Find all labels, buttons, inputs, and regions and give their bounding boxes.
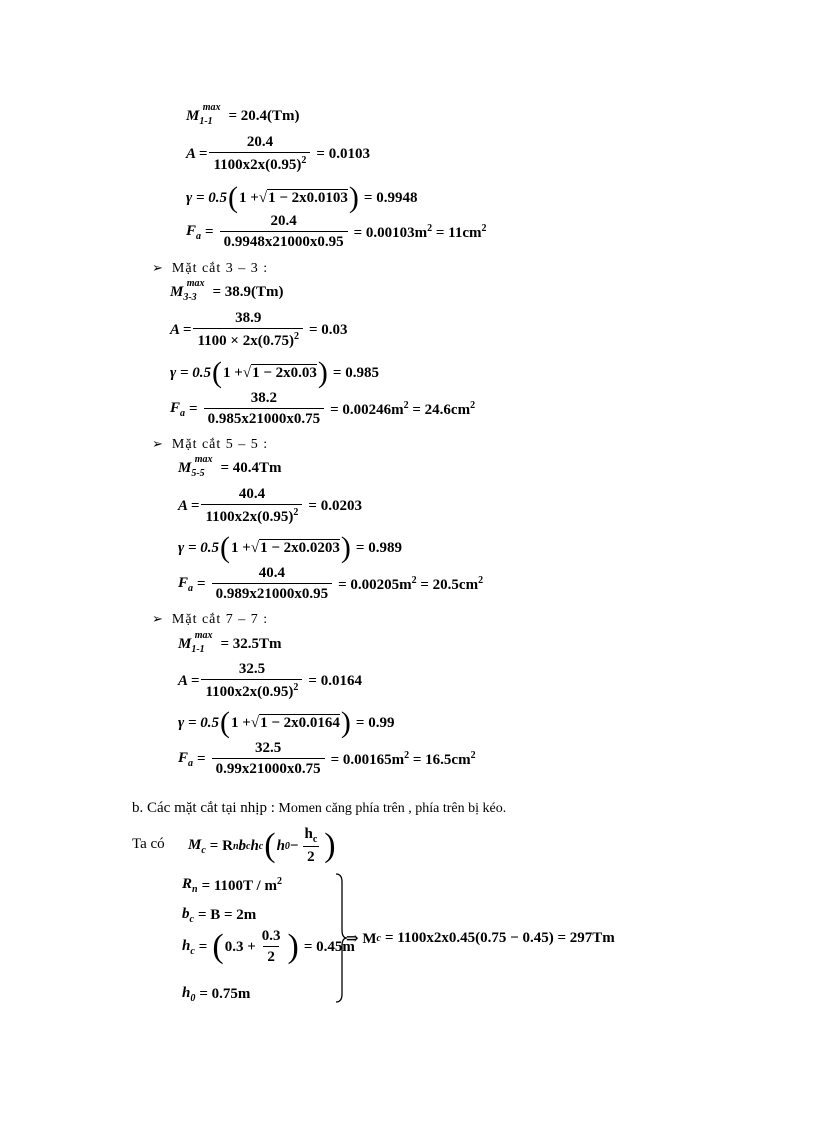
eq-fa-5-5: $F_a$ = $\frac{40.4}{0.989x21000x0.95}$ = $0.00205m^2 = 20.5cm^2$: [178, 565, 484, 602]
eq-h0: $h_0$ = 0.75m: [182, 985, 251, 1004]
arrow-bullet-icon: ➢: [152, 436, 164, 451]
eq-a-1-1: A = $\frac{20.4}{1100x2x(0.95)^2}$ = 0.0103: [186, 134, 370, 173]
arrow-bullet-icon: ➢: [152, 260, 164, 275]
eq-gamma-5-5: γ = 0.5 ( 1 + √ 1 − 2x0.0203 ) = 0.989: [178, 531, 402, 564]
arrow-bullet-icon: ➢: [152, 611, 164, 626]
eq-fa-3-3: $F_a$ = $\frac{38.2}{0.985x21000x0.75}$ = $0.00246m^2 = 24.6cm^2$: [170, 390, 476, 427]
eq-mc-result: ⇒ M c = 1100x2x0.45(0.75 − 0.45) = 297Tm: [346, 930, 615, 947]
heading-section-7-7: ➢ Mặt cắt 7 – 7 :: [152, 611, 269, 627]
heading-section-5-5: ➢ Mặt cắt 5 – 5 :: [152, 436, 269, 452]
part-b-heading: b. Các mặt cắt tại nhịp : Momen căng phía trên , phía trên bị kéo.: [132, 800, 507, 816]
eq-bc: $b_c$ = B = 2m: [182, 906, 257, 925]
eq-moment-5-5: $M_{5-5}^{max}$ = 40.4Tm: [178, 454, 282, 479]
eq-a-5-5: A = $\frac{40.4}{1100x2x(0.95)^2}$ = 0.0203: [178, 486, 362, 525]
eq-a-3-3: A = $\frac{38.9}{1100 \times 2x(0.75)^2}$ = 0.03: [170, 310, 348, 349]
eq-mc-formula: $M_c$ = R n b c h c ( h 0 − $\frac{h_c}{2}$ ): [188, 826, 336, 865]
eq-hc: $h_c$ = ( 0.3 + $\frac{0.3}{2}$ ) = 0.45m: [182, 928, 355, 965]
eq-moment-3-3: $M_{3-3}^{max}$ = 38.9(Tm): [170, 278, 284, 303]
eq-moment-7-7: $M_{1-1}^{max}$ = 32.5Tm: [178, 630, 282, 655]
heading-section-3-3: ➢ Mặt cắt 3 – 3 :: [152, 260, 269, 276]
eq-fa-7-7: $F_a$ = $\frac{32.5}{0.99x21000x0.75}$ = $0.00165m^2 = 16.5cm^2$: [178, 740, 476, 777]
eq-a-7-7: A = $\frac{32.5}{1100x2x(0.95)^2}$ = 0.0164: [178, 661, 362, 700]
ta-co-label: Ta có: [132, 836, 165, 852]
eq-fa-1-1: $F_a$ = $\frac{20.4}{0.9948x21000x0.95}$ = $0.00103m^2 = 11cm^2$: [186, 213, 487, 250]
eq-gamma-3-3: γ = 0.5 ( 1 + √ 1 − 2x0.03 ) = 0.985: [170, 356, 379, 389]
eq-moment-1-1: $M_{1-1}^{max}$ = 20.4(Tm): [186, 102, 300, 127]
eq-gamma-1-1: γ = 0.5 ( 1 + √ 1 − 2x0.0103 ) = 0.9948: [186, 181, 418, 214]
eq-gamma-7-7: γ = 0.5 ( 1 + √ 1 − 2x0.0164 ) = 0.99: [178, 706, 395, 739]
eq-rn: $R_n$ = $1100T / m^2$: [182, 876, 282, 895]
